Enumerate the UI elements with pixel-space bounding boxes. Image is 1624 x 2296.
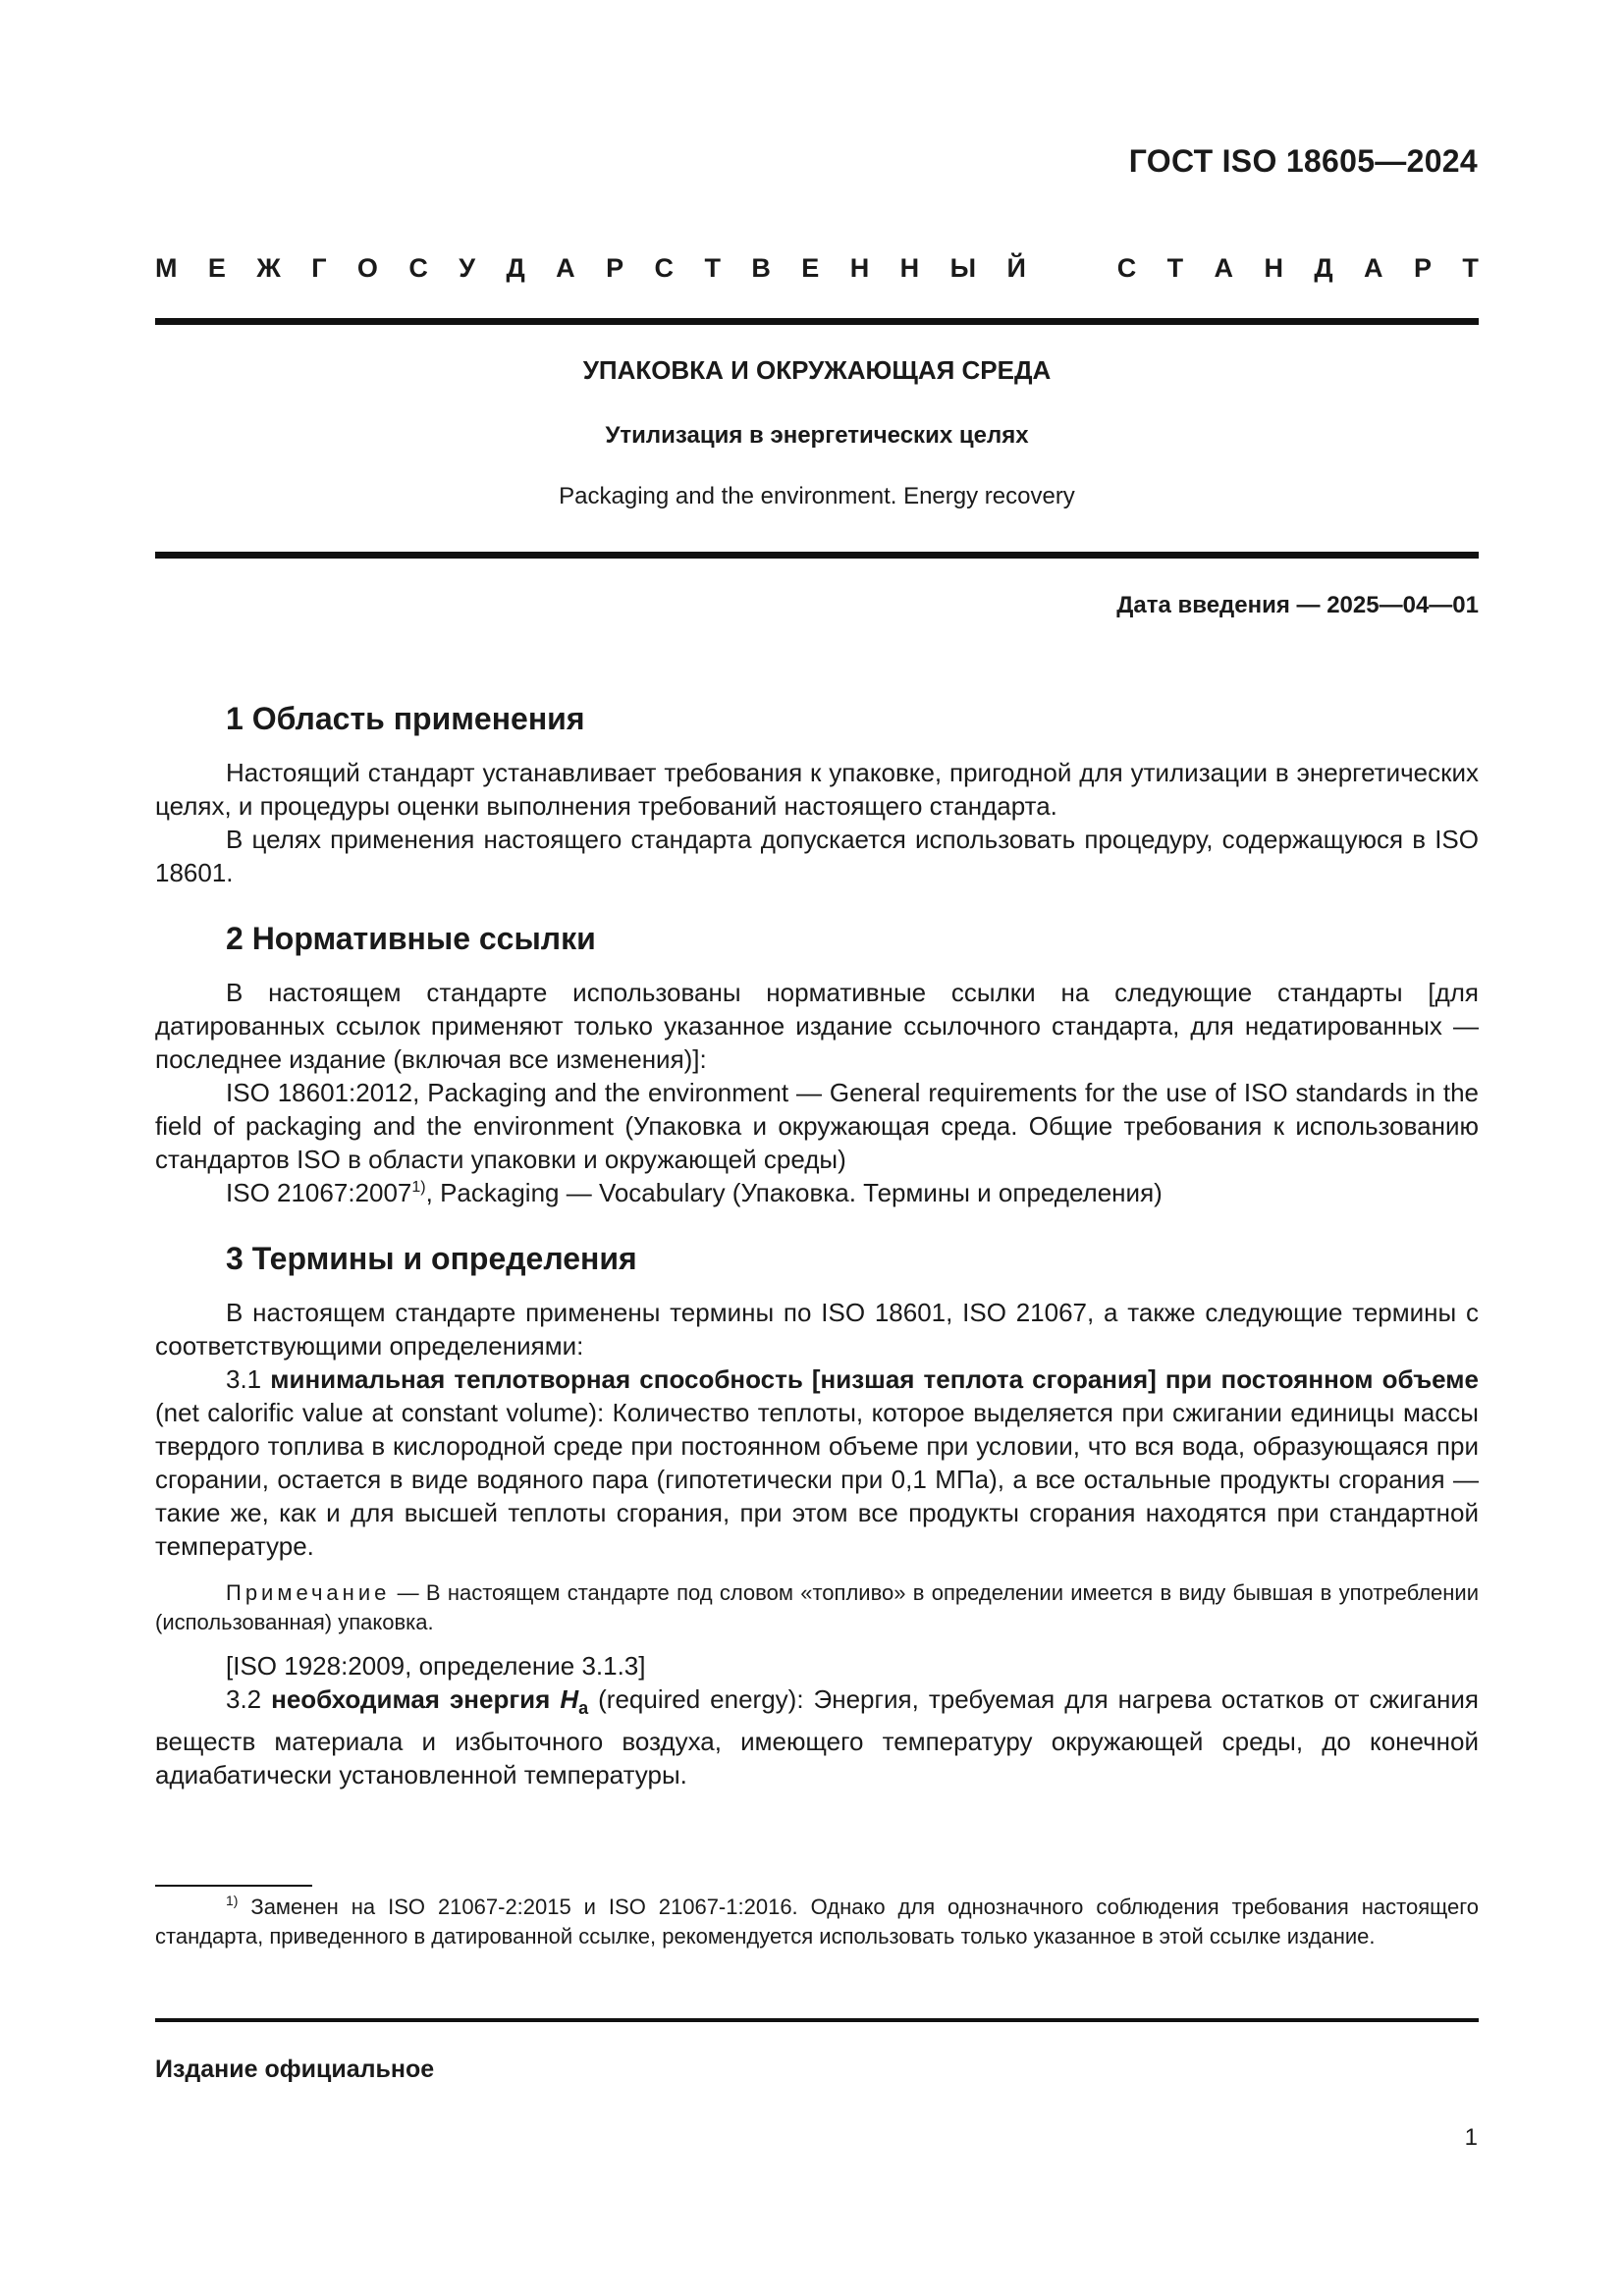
footnote-marker: 1) xyxy=(226,1893,239,1908)
term-number: 3.2 xyxy=(226,1684,272,1714)
banner-letter: Г xyxy=(311,253,327,283)
banner-letter: С xyxy=(1116,253,1137,283)
banner-word-gap xyxy=(1056,253,1086,289)
page-number: 1 xyxy=(1464,2124,1478,2151)
banner-letter: А xyxy=(556,253,575,283)
banner-letter: С xyxy=(654,253,675,283)
official-edition-label: Издание официальное xyxy=(155,2056,435,2083)
term-name: необходимая энергия xyxy=(271,1684,561,1714)
section-heading-terms: 3 Термины и определения xyxy=(226,1241,637,1276)
reference-iso-18601: ISO 18601:2012, Packaging and the environment — General requirements for the use of ISO standards in the field of packaging and the environment (Упаковка и окружающая среда. Общие требования к использованию стандартов ISO в области упаковки и окружающей среды) xyxy=(155,1078,1479,1174)
banner-letter: О xyxy=(356,253,378,283)
banner-letter: Р xyxy=(606,253,624,283)
banner-letter: Р xyxy=(1413,253,1432,283)
footnote-marker: 1) xyxy=(411,1179,426,1196)
footnote-divider xyxy=(155,1885,312,1887)
banner-letter: Т xyxy=(1462,253,1479,283)
banner-letter: Й xyxy=(1006,253,1026,283)
section-heading-normative-references: 2 Нормативные ссылки xyxy=(226,921,596,956)
note-label: Примечание xyxy=(226,1580,391,1605)
introduction-date: Дата введения — 2025—04—01 xyxy=(1116,592,1479,618)
interstate-standard-banner xyxy=(155,253,1479,289)
banner-letter: Ы xyxy=(949,253,977,283)
banner-letter: Н xyxy=(849,253,870,283)
document-number: ГОСТ ISO 18605—2024 xyxy=(1128,143,1478,179)
reference-title: , Packaging — Vocabulary (Упаковка. Термины и определения) xyxy=(425,1178,1163,1207)
paragraph: В настоящем стандарте использованы нормативные ссылки на следующие стандарты [для датированных ссылок применяют только указанное издание ссылочного стандарта, для недатированных — последнее издание (включая все изменения)]: xyxy=(155,978,1479,1074)
banner-letter: Д xyxy=(1314,253,1333,283)
banner-letter: Е xyxy=(207,253,226,283)
footnote-text: Заменен на ISO 21067-2:2015 и ISO 21067-1:2016. Однако для однозначного соблюдения требования настоящего стандарта, приведенного в датированной ссылке, рекомендуется использовать только указанное в этой ссылке издание. xyxy=(155,1895,1479,1949)
banner-letter: А xyxy=(1364,253,1383,283)
document-title-en: Packaging and the environment. Energy recovery xyxy=(559,483,1075,509)
banner-letter: А xyxy=(1214,253,1234,283)
banner-letter: В xyxy=(751,253,771,283)
term-definition: (net calorific value at constant volume): Количество теплоты, которое выделяется при сжигании единицы массы твердого топлива в кислородной среде при постоянном объеме при условии, что вся вода, образующаяся при сгорании, остается в виде водяного пара (гипотетически при 0,1 МПа), а все остальные продукты сгорания — такие же, как и для высшей теплоты сгорания, при этом все продукты сгорания находятся при стандартной температуре. xyxy=(155,1398,1479,1561)
paragraph: В настоящем стандарте применены термины по ISO 18601, ISO 21067, а также следующие термины с соответствующими определениями: xyxy=(155,1298,1479,1361)
document-body xyxy=(155,699,1479,1791)
note-text: — В настоящем стандарте под словом «топливо» в определении имеется в виду бывшая в употреблении (использованная) упаковка. xyxy=(155,1580,1479,1634)
title-divider xyxy=(155,552,1479,559)
banner-letter: У xyxy=(459,253,476,283)
term-name: минимальная теплотворная способность [низшая теплота сгорания] при постоянном объеме xyxy=(270,1364,1479,1394)
section-heading-scope: 1 Область применения xyxy=(226,701,585,736)
header-divider xyxy=(155,318,1479,325)
term-source-reference: [ISO 1928:2009, определение 3.1.3] xyxy=(226,1651,646,1681)
banner-letter: Т xyxy=(704,253,721,283)
term-3-2 xyxy=(155,1682,1479,1791)
document-title-ru: УПАКОВКА И ОКРУЖАЮЩАЯ СРЕДА xyxy=(582,355,1052,385)
banner-letter: М xyxy=(155,253,178,283)
banner-letter: Т xyxy=(1166,253,1184,283)
footer-divider xyxy=(155,2018,1479,2022)
term-number: 3.1 xyxy=(226,1364,271,1394)
banner-letter: Ж xyxy=(256,253,281,283)
note xyxy=(155,1578,1479,1637)
paragraph: Настоящий стандарт устанавливает требования к упаковке, пригодной для утилизации в энергетических целях, и процедуры оценки выполнения требований настоящего стандарта. xyxy=(155,758,1479,821)
document-subtitle-ru: Утилизация в энергетических целях xyxy=(605,422,1029,449)
paragraph: В целях применения настоящего стандарта допускается использовать процедуру, содержащуюся в ISO 18601. xyxy=(155,825,1479,887)
banner-letter: Н xyxy=(1264,253,1283,283)
banner-letter: Д xyxy=(506,253,525,283)
banner-letter: Н xyxy=(899,253,920,283)
reference-iso-21067 xyxy=(155,1176,1479,1209)
footnote xyxy=(155,1893,1479,1951)
term-symbol: $H_a$ xyxy=(560,1684,589,1719)
term-definition: (required energy): Энергия, требуемая для нагрева остатков от сжигания веществ материала и избыточного воздуха, имеющего температуру окружающей среды, до конечной адиабатически установленной температуры. xyxy=(155,1684,1479,1790)
banner-letter: С xyxy=(408,253,428,283)
reference-code: ISO 21067:2007 xyxy=(226,1178,412,1207)
banner-letter: Е xyxy=(801,253,820,283)
term-3-1 xyxy=(155,1362,1479,1563)
